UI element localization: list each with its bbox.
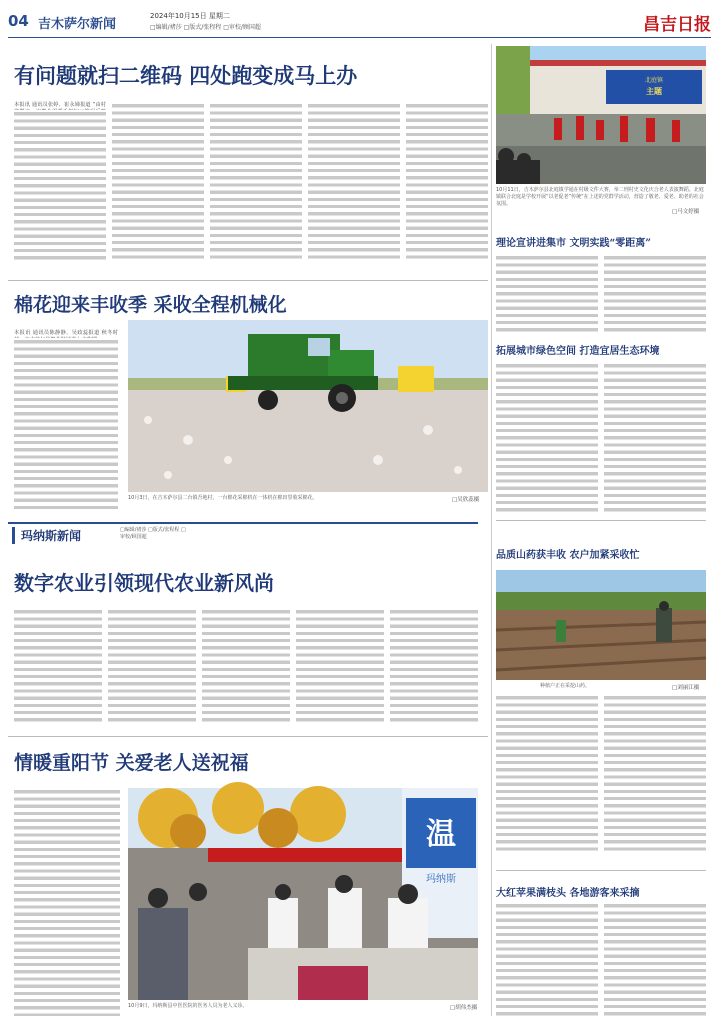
elderly-clinic-photo <box>128 788 478 1000</box>
right-headline-3: 品质山药获丰收 农户加紧采收忙 <box>496 550 640 561</box>
story1-column-3 <box>210 102 302 260</box>
page-name: 吉木萨尔新闻 <box>38 17 117 32</box>
story2-lead: 本报讯 通讯员陈静静、吴政蕊报道 秋冬时 <box>14 330 118 336</box>
dance-photo <box>496 46 706 184</box>
column-divider <box>491 44 492 1016</box>
right4-column-2 <box>604 902 706 1016</box>
story3-column-4 <box>296 608 384 722</box>
story4-column-1 <box>14 788 120 1016</box>
story1-lead: 本报讯 通讯员张婷、崔永娣报道 “由村 <box>14 102 106 108</box>
elderly-photo-caption: 10月9日，玛纳斯县中医医院的医务人员为老人义诊。 <box>128 1003 248 1009</box>
right1-column-2 <box>604 254 706 334</box>
section-editors: □编辑/褚莎 □版式/张程程 □审校/顾国超 <box>120 527 186 540</box>
cotton-harvester-photo <box>128 320 488 492</box>
right-headline-4: 大红苹果满枝头 各地游客来采摘 <box>496 888 640 899</box>
masthead <box>8 8 711 38</box>
dance-photo-credit: □马文婷摄 <box>672 209 700 215</box>
yam-photo-credit: □刘丽江摄 <box>672 685 700 691</box>
divider <box>496 520 706 521</box>
story1-column-4 <box>308 102 400 260</box>
svg-text:北庭镇: 北庭镇 <box>644 77 664 84</box>
right2-column-1 <box>496 362 598 512</box>
banner-text: 温 <box>426 817 456 852</box>
story1-column-5 <box>406 102 488 260</box>
story1-headline: 有问题就扫二维码 四处跑变成马上办 <box>14 63 358 88</box>
story4-headline: 情暖重阳节 关爱老人送祝福 <box>14 752 249 774</box>
editors-line: □编辑/褚莎 □版式/张程程 □审校/顾国超 <box>150 24 261 31</box>
right3-column-2 <box>604 694 706 854</box>
story2-headline: 棉花迎来丰收季 采收全程机械化 <box>14 294 287 316</box>
cotton-photo-credit: □吴欣蕊摄 <box>452 497 480 503</box>
divider <box>496 870 706 871</box>
yam-harvest-photo <box>496 570 706 680</box>
story3-column-2 <box>108 608 196 722</box>
page-number: 04 <box>8 12 29 30</box>
yam-photo-caption: 种植户正在采挖山药。 <box>540 683 591 689</box>
story1-column-2 <box>112 102 204 260</box>
story3-column-1 <box>14 608 102 722</box>
right1-column-1 <box>496 254 598 334</box>
story3-column-3 <box>202 608 290 722</box>
banner-subtext: 玛纳斯 <box>426 874 456 885</box>
manas-section-header <box>8 522 478 550</box>
right-headline-2: 拓展城市绿色空间 打造宜居生态环境 <box>496 346 660 357</box>
divider <box>8 736 488 737</box>
right-headline-1: 理论宣讲进集市 文明实践“零距离” <box>496 238 651 249</box>
story1-column-1 <box>14 110 106 260</box>
right2-column-2 <box>604 362 706 512</box>
story3-headline: 数字农业引领现代农业新风尚 <box>14 571 274 595</box>
story2-column-1 <box>14 338 118 510</box>
elderly-photo-credit: □胡伟杰摄 <box>450 1005 478 1011</box>
newspaper-logo: 昌吉日报 <box>643 15 711 35</box>
issue-date: 2024年10月15日 星期二 <box>150 12 230 20</box>
dance-photo-caption: 10月11日，吉木萨尔县北庭镇学通在村级文件大赛，举二刑村史文化庆合老人表演舞蹈。北庭镇联合北庭是学校开展“以老促老”传统“在上述的党群学活动，营造了敬老、爱老、助老的社会氛围。 <box>496 187 704 207</box>
story3-column-5 <box>390 608 478 722</box>
cotton-photo-caption: 10月3日，在吉木萨尔县二台镇吾地村，一台棉花采棉机在一体机在棉田里收采棉花。 <box>128 495 318 501</box>
right3-column-1 <box>496 694 598 854</box>
right4-column-1 <box>496 902 598 1016</box>
svg-text:主题: 主题 <box>646 87 662 96</box>
section-name: 玛纳斯新闻 <box>12 527 87 544</box>
divider <box>8 280 488 281</box>
